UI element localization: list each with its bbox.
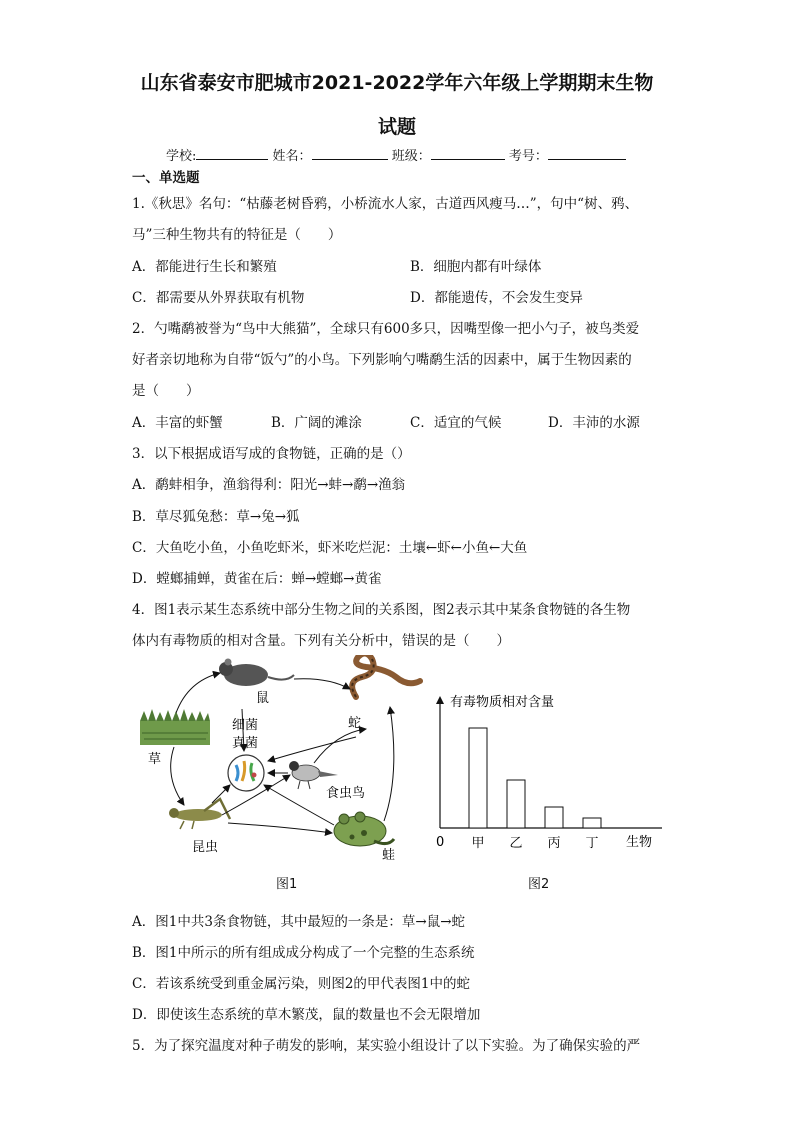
bar-2 (507, 780, 525, 828)
mouse-illustration (219, 659, 294, 687)
school-label: 学校: (166, 149, 197, 164)
q3-option-b[interactable]: B．草尽狐兔愁：草→兔→狐 (132, 509, 300, 525)
name-blank[interactable] (312, 147, 388, 160)
q3-option-c[interactable]: C．大鱼吃小鱼，小鱼吃虾米，虾米吃烂泥：土壤←虾←小鱼←大鱼 (132, 540, 528, 556)
label-fungi: 真菌 (232, 736, 259, 751)
section-heading: 一、单选题 (132, 170, 200, 186)
q2-stem-line1: 2．勺嘴鹬被誉为“鸟中大熊猫”，全球只有600多只，因嘴型像一把小勺子，被鸟类爱 (132, 321, 640, 337)
school-blank[interactable] (196, 147, 268, 160)
insect-illustration (169, 799, 230, 829)
q2-option-b[interactable]: B．广阔的滩涂 (271, 415, 362, 431)
bird-illustration (289, 761, 338, 789)
bar-3 (545, 807, 563, 828)
q4-stem-line2: 体内有毒物质的相对含量。下列有关分析中，错误的是（ ） (132, 633, 510, 649)
q2-option-c[interactable]: C．适宜的气候 (410, 415, 502, 431)
label-bird: 食虫鸟 (326, 786, 366, 801)
origin-label: 0 (436, 835, 445, 850)
label-snake: 蛇 (348, 716, 362, 731)
q2-stem-line2: 好者亲切地称为自带“饭勺”的小鸟。下列影响勺嘴鹬生活的因素中，属于生物因素的 (132, 352, 632, 368)
x-axis-label: 生物 (626, 835, 653, 850)
figure2-bar-chart (430, 686, 670, 856)
bar-4 (583, 818, 601, 828)
label-bacteria: 细菌 (232, 718, 259, 733)
q1-stem-line1: 1.《秋思》名句：“枯藤老树昏鸦，小桥流水人家，古道西风瘦马…”，句中“树、鸦、 (132, 196, 639, 212)
figure1-caption: 图1 (276, 877, 298, 892)
q3-stem: 3．以下根据成语写成的食物链，正确的是（） (132, 446, 411, 462)
q2-stem-line3: 是（ ） (132, 383, 200, 399)
q3-option-a[interactable]: A．鹬蚌相争，渔翁得利：阳光→蚌→鹬→渔翁 (132, 477, 406, 493)
q5-stem-line1: 5．为了探究温度对种子萌发的影响，某实验小组设计了以下实验。为了确保实验的严 (132, 1038, 641, 1054)
category-label-2: 乙 (509, 836, 523, 851)
category-labels (471, 836, 598, 851)
exam-no-blank[interactable] (548, 147, 626, 160)
label-frog: 蛙 (382, 848, 396, 863)
label-grass: 草 (148, 752, 162, 767)
category-label-4: 丁 (585, 836, 599, 851)
student-info-fields (166, 145, 626, 164)
q1-option-d[interactable]: D．都能遗传，不会发生变异 (410, 290, 583, 306)
q1-option-c[interactable]: C．都需要从外界获取有机物 (132, 290, 305, 306)
grass-illustration (140, 709, 210, 745)
class-label: 班级： (391, 149, 431, 164)
q2-option-a[interactable]: A．丰富的虾蟹 (132, 415, 223, 431)
figure1-food-web (128, 655, 428, 870)
page-title-line1: 山东省泰安市肥城市2021-2022学年六年级上学期期末生物 (140, 72, 654, 94)
label-mouse: 鼠 (256, 691, 270, 706)
food-web-arrows (171, 673, 394, 833)
q4-option-b[interactable]: B．图1中所示的所有组成成分构成了一个完整的生态系统 (132, 945, 475, 961)
snake-illustration (352, 655, 420, 697)
q4-option-c[interactable]: C．若该系统受到重金属污染，则图2的甲代表图1中的蛇 (132, 976, 471, 992)
q1-option-a[interactable]: A．都能进行生长和繁殖 (132, 259, 277, 275)
microbe-illustration (228, 755, 264, 791)
class-blank[interactable] (431, 147, 505, 160)
bar-1 (469, 728, 487, 828)
q1-option-b[interactable]: B．细胞内都有叶绿体 (410, 259, 542, 275)
bar-group (469, 728, 601, 828)
q3-option-d[interactable]: D．螳螂捕蝉，黄雀在后：蝉→螳螂→黄雀 (132, 571, 382, 587)
exam-no-label: 考号： (508, 149, 548, 164)
category-label-3: 丙 (547, 836, 561, 851)
q4-option-d[interactable]: D．即使该生态系统的草木繁茂，鼠的数量也不会无限增加 (132, 1007, 481, 1023)
y-axis-label: 有毒物质相对含量 (450, 695, 555, 710)
label-insect: 昆虫 (192, 840, 219, 855)
category-label-1: 甲 (471, 836, 485, 851)
q1-stem-line2: 马”三种生物共有的特征是（ ） (132, 227, 342, 243)
figure2-caption: 图2 (528, 877, 550, 892)
name-label: 姓名： (272, 149, 312, 164)
y-axis-arrow (436, 696, 444, 704)
q2-option-d[interactable]: D．丰沛的水源 (548, 415, 640, 431)
q4-option-a[interactable]: A．图1中共3条食物链，其中最短的一条是：草→鼠→蛇 (132, 914, 466, 930)
page-title-line2: 试题 (377, 116, 416, 138)
q4-stem-line1: 4．图1表示某生态系统中部分生物之间的关系图，图2表示其中某条食物链的各生物 (132, 602, 631, 618)
